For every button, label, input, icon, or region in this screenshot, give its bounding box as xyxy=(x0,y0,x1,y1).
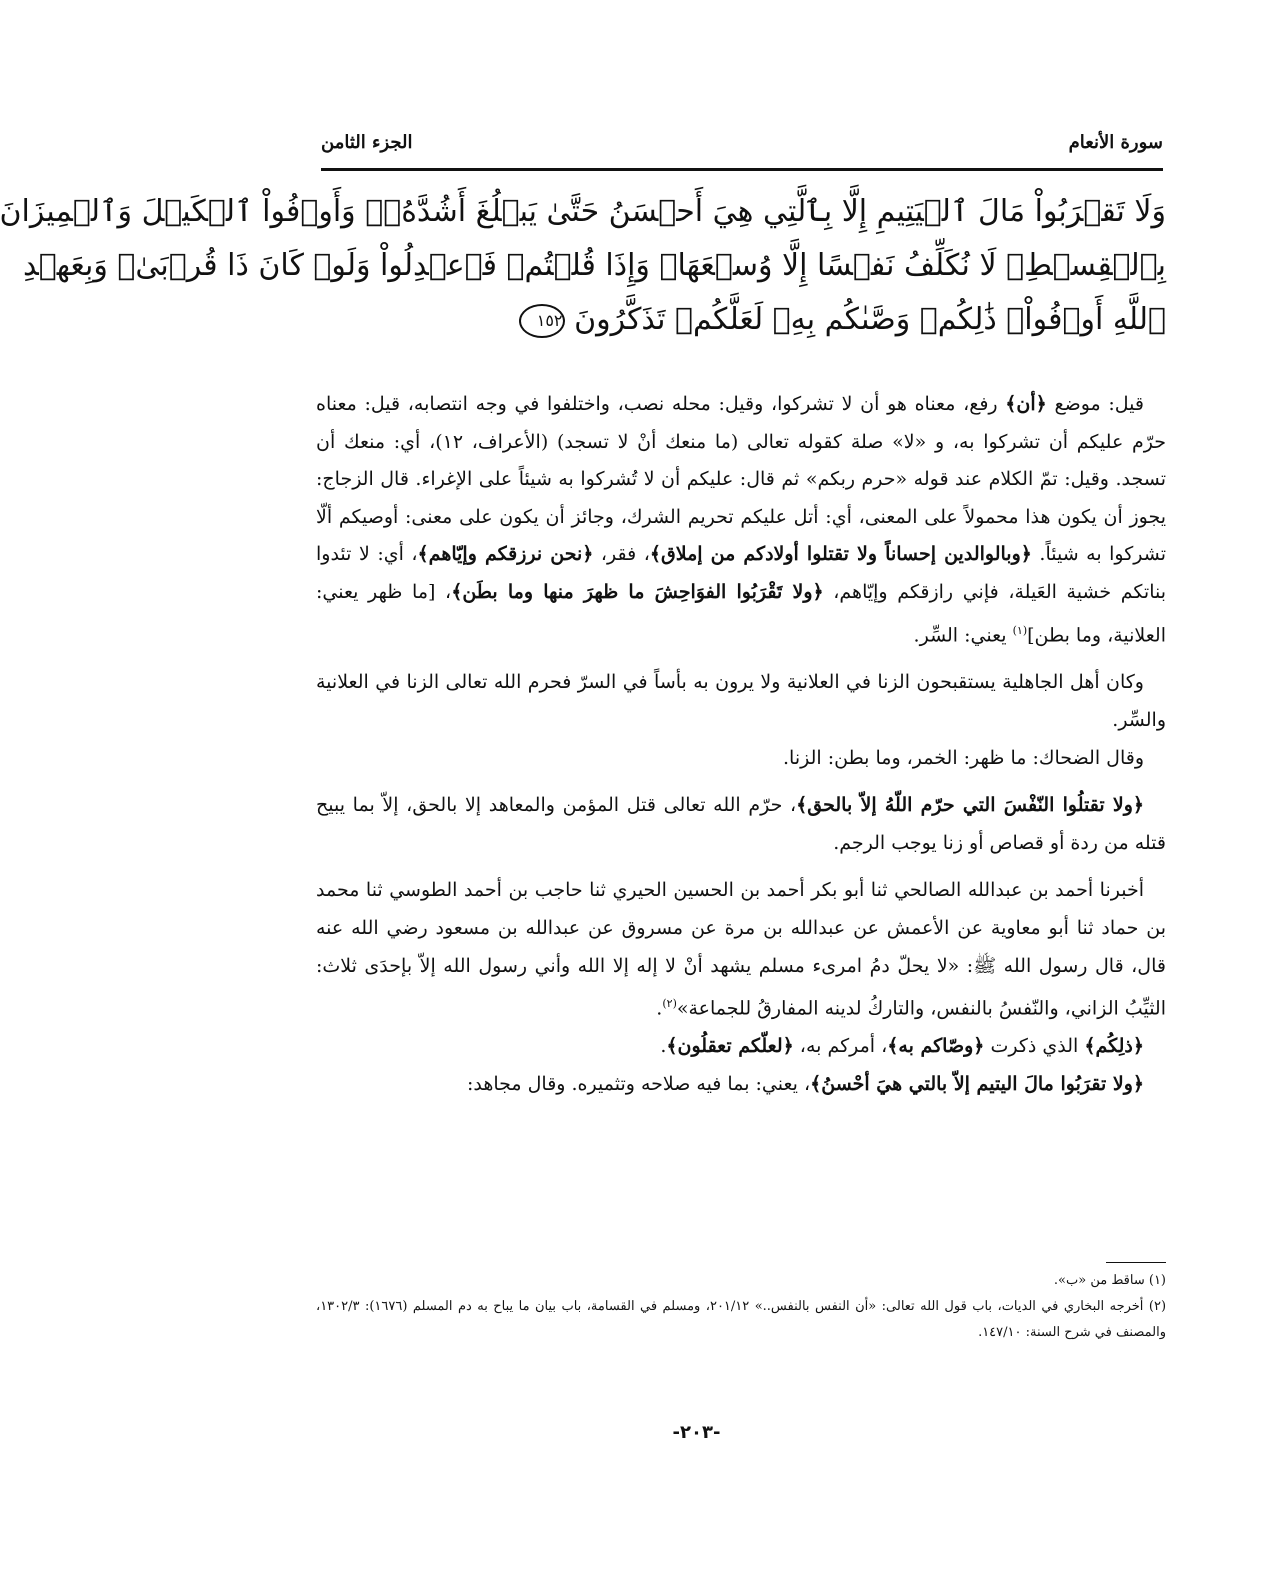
quran-quote: ﴿ذلِكُم﴾ xyxy=(1084,1035,1144,1058)
quran-quote: ﴿وبالوالدين إحساناً ولا تقتلوا أولادكم من إملاق﴾ xyxy=(649,543,1032,566)
footnote-1: (١) ساقط من «ب». xyxy=(1053,1273,1166,1288)
quran-quote: ﴿ولا تَقْرَبُوا الفوَاحِشَ ما ظهرَ منها وما بطَن﴾ xyxy=(451,580,824,603)
text: . xyxy=(660,1035,667,1058)
footnote-ref-1: (١) xyxy=(1012,623,1028,637)
footnote-2: (٢) أخرجه البخاري في الديات، باب قول الله تعالى: «أن النفس بالنفس..» ٢٠١/١٢، ومسلم في القسامة، باب بيان ما يباح به دم المسلم (١٦٧٦): ١٣٠٢/٣، والمصنف في شرح السنة: ١٤٧/١٠. xyxy=(316,1299,1167,1340)
quran-quote: ﴿ولا تقرَبُوا مالَ اليتيم إلاّ بالتي هيَ أحْسنُ﴾ xyxy=(810,1072,1144,1095)
footnote-rule xyxy=(1106,1262,1166,1263)
quran-quote: ﴿لعلّكم تعقلُون﴾ xyxy=(666,1035,794,1058)
header-rule xyxy=(321,168,1163,171)
verse-line-3-text: ٱللَّهِ أَوۡفُواْۚ ذَٰلِكُمۡ وَصَّىٰكُم بِهِۦ لَعَلَّكُمۡ تَذَكَّرُونَ xyxy=(574,302,1166,337)
paragraph-7 xyxy=(316,1066,1166,1104)
quran-quote: ﴿ولا تقتلُوا النّفْسَ التي حرّم اللّهُ إلاّ بالحق﴾ xyxy=(796,794,1145,817)
paragraph-5 xyxy=(316,872,1166,1028)
running-header xyxy=(321,126,1163,158)
paragraph-2: وكان أهل الجاهلية يستقبحون الزنا في العلانية ولا يرون به بأساً في السرّ فحرم الله تعالى الزنا في العلانية والسِّر. xyxy=(316,671,1166,732)
paragraph-3: وقال الضحاك: ما ظهر: الخمر، وما بطن: الزنا. xyxy=(783,746,1144,769)
quran-verse xyxy=(0,185,1166,347)
text: ، حرّم الله تعالى قتل المؤمن والمعاهد إلا بالحق، إلاّ بما يبيح قتله من ردة أو قصاص أو زنا يوجب الرجم. xyxy=(316,794,1166,854)
juz-title: الجزء الثامن xyxy=(321,131,413,153)
text: ، [ما ظهر يعني: العلانية، وما بطن] xyxy=(316,580,1166,646)
text: . xyxy=(656,997,663,1020)
text: ، يعني: بما فيه صلاحه وتثميره. وقال مجاهد: xyxy=(466,1072,811,1095)
paragraph-1 xyxy=(316,386,1166,654)
ayah-number-marker: ١٥٢ xyxy=(519,304,565,338)
text: أخبرنا أحمد بن عبدالله الصالحي ثنا أبو بكر أحمد بن الحسين الحيري ثنا حاجب بن أحمد الطوسي ثنا محمد بن حماد ثنا أبو معاوية عن الأعمش عن عبدالله بن مرة عن مسروق عن عبدالله بن مسعود رضي الله عنه قال، قال رسول الله ﷺ: «لا يحلّ دمُ امرىء مسلم يشهد أنْ لا إله إلا الله وأني رسول الله إلاّ بإحدَى ثلاث: الثيِّبُ الزاني، والنّفسُ بالنفس، والتاركُ لدينه المفارقُ للجماعة» xyxy=(316,879,1166,1020)
paragraph-6 xyxy=(316,1028,1166,1066)
verse-line-3 xyxy=(301,293,1166,347)
text: ، أمركم به، xyxy=(793,1035,888,1058)
surah-title: سورة الأنعام xyxy=(1068,131,1163,153)
quran-quote: ﴿نحن نرزقكم وإيّاهم﴾ xyxy=(417,543,594,566)
verse-line-1: وَلَا تَقۡرَبُواْ مَالَ ٱلۡيَتِيمِ إِلَّا بِٱلَّتِي هِيَ أَحۡسَنُ حَتَّىٰ يَبۡلُغَ أَشُدَّهُۥۚ وَأَوۡفُواْ ٱلۡكَيۡلَ وَٱلۡمِيزَانَ xyxy=(0,194,1166,229)
page-number: -٢٠٣- xyxy=(672,1422,721,1443)
text: يعني: السِّر. xyxy=(913,623,1013,646)
commentary-body xyxy=(316,386,1166,1103)
quran-quote: ﴿وصّاكم به﴾ xyxy=(887,1035,985,1058)
text: قيل: موضع xyxy=(1046,393,1144,415)
paragraph-4 xyxy=(316,787,1166,862)
text: رفع، معناه هو أن لا تشركوا، وقيل: محله نصب، واختلفوا في وجه انتصابه، قيل: معناه حرّم عليكم أن تشركوا به، و «لا» صلة كقوله تعالى (ما منعك أنْ لا تسجد) (الأعراف، ١٢)، أي: منعك أن تسجد. وقيل: تمّ الكلام عند قوله «حرم ربكم» ثم قال: عليكم أن لا تُشركوا به شيئاً على الإغراء. قال الزجاج: يجوز أن يكون هذا محمولاً على المعنى، أي: أتل عليكم تحريم الشرك، وجائز أن يكون على معنى: أوصيكم ألّا تشركوا به شيئاً. xyxy=(316,393,1167,566)
quran-quote: ﴿أن﴾ xyxy=(1005,393,1047,415)
text: الذي ذكرت xyxy=(984,1035,1085,1058)
footnote-ref-2: (٢) xyxy=(662,997,677,1011)
text: ، أي: لا تئدوا بناتكم خشية العَيلة، فإني رازقكم وإيّاهم، xyxy=(316,543,1167,603)
text: ، فقر، xyxy=(593,543,650,566)
verse-line-2: بِٱلۡقِسۡطِۖ لَا نُكَلِّفُ نَفۡسًا إِلَّا وُسۡعَهَاۖ وَإِذَا قُلۡتُمۡ فَٱعۡدِلُواْ وَلَوۡ كَانَ ذَا قُرۡبَىٰۖ وَبِعَهۡدِ xyxy=(22,248,1166,283)
footnotes xyxy=(316,1268,1166,1346)
